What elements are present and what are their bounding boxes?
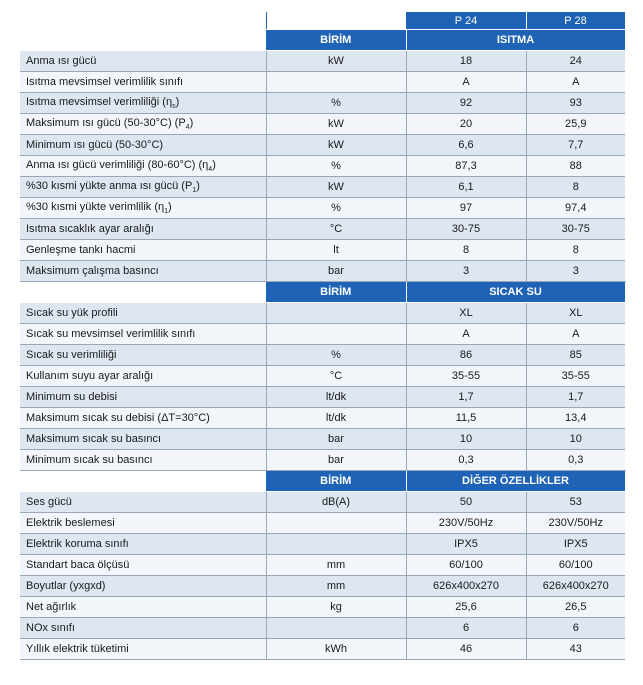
row-label — [20, 261, 266, 282]
table-row — [20, 366, 625, 387]
row-value-p24: A — [406, 72, 526, 93]
row-value-p24: 1,7 — [406, 387, 526, 408]
row-label-text: Isıtma mevsimsel verimliliği (η — [26, 95, 173, 108]
row-value-p24: A — [406, 324, 526, 345]
section-header-blank — [20, 282, 266, 303]
row-label-tail: ) — [168, 200, 172, 213]
row-label-subscript: 4 — [208, 166, 213, 174]
row-value-p24: 6 — [406, 618, 526, 639]
row-label-subscript: 4 — [185, 124, 190, 132]
table-row — [20, 240, 625, 261]
unit-column-header: BİRİM — [266, 30, 406, 51]
row-label-text: Isıtma sıcaklık ayar aralığı — [26, 223, 154, 235]
row-unit: °C — [266, 219, 406, 240]
table-row — [20, 93, 625, 114]
row-value-p28: 85 — [526, 345, 625, 366]
row-unit: % — [266, 156, 406, 177]
row-label-text: Isıtma mevsimsel verimlilik sınıfı — [26, 76, 184, 88]
row-value-p28: 97,4 — [526, 198, 625, 219]
row-label — [20, 597, 266, 618]
row-unit: bar — [266, 429, 406, 450]
row-label — [20, 429, 266, 450]
spec-table-container — [20, 12, 625, 660]
row-unit — [266, 72, 406, 93]
row-label-tail: ) — [196, 179, 200, 192]
row-label-tail: ) — [189, 116, 194, 129]
section-header-blank — [20, 30, 266, 51]
row-unit — [266, 618, 406, 639]
table-row — [20, 219, 625, 240]
row-label — [20, 387, 266, 408]
row-value-p28: 60/100 — [526, 555, 625, 576]
row-value-p28: 6 — [526, 618, 625, 639]
row-label-subscript: 1 — [164, 208, 169, 216]
row-value-p24: 92 — [406, 93, 526, 114]
row-value-p24: XL — [406, 303, 526, 324]
table-row — [20, 492, 625, 513]
row-label-text: Ses gücü — [26, 496, 72, 508]
table-row — [20, 408, 625, 429]
row-value-p24: 60/100 — [406, 555, 526, 576]
row-value-p24: 46 — [406, 639, 526, 660]
row-unit: mm — [266, 576, 406, 597]
row-value-p28: 88 — [526, 156, 625, 177]
row-value-p28: 25,9 — [526, 114, 625, 135]
row-label-text: Minimum ısı gücü (50-30°C) — [26, 139, 164, 151]
row-label — [20, 576, 266, 597]
row-label-text: Sıcak su mevsimsel verimlilik sınıfı — [26, 328, 196, 340]
section-header-blank — [20, 471, 266, 492]
table-row — [20, 429, 625, 450]
table-row — [20, 114, 625, 135]
row-unit: kWh — [266, 639, 406, 660]
row-value-p24: 35-55 — [406, 366, 526, 387]
row-value-p24: 10 — [406, 429, 526, 450]
row-value-p24: 3 — [406, 261, 526, 282]
table-row — [20, 177, 625, 198]
row-value-p24: 18 — [406, 51, 526, 72]
section-header-row — [20, 30, 625, 51]
row-label-text: Standart baca ölçüsü — [26, 559, 130, 571]
row-label-text: Sıcak su yük profili — [26, 307, 118, 319]
row-unit: lt/dk — [266, 408, 406, 429]
row-label-text: Minimum su debisi — [26, 391, 118, 403]
row-unit: kW — [266, 51, 406, 72]
spec-table — [20, 12, 626, 660]
row-value-p28: 43 — [526, 639, 625, 660]
row-label-text: Net ağırlık — [26, 601, 77, 613]
row-value-p28: 230V/50Hz — [526, 513, 625, 534]
section-header-row — [20, 282, 625, 303]
row-unit: kW — [266, 114, 406, 135]
row-label — [20, 492, 266, 513]
row-label — [20, 555, 266, 576]
row-label — [20, 240, 266, 261]
row-label — [20, 51, 266, 72]
row-label-text: Boyutlar (yxgxd) — [26, 580, 106, 592]
row-unit — [266, 303, 406, 324]
row-label-tail: ) — [175, 95, 180, 108]
row-label — [20, 450, 266, 471]
row-value-p28: 626x400x270 — [526, 576, 625, 597]
row-value-p24: 626x400x270 — [406, 576, 526, 597]
row-value-p28: 0,3 — [526, 450, 625, 471]
row-label — [20, 114, 266, 135]
table-row — [20, 513, 625, 534]
row-label-text: Genleşme tankı hacmi — [26, 244, 136, 256]
row-value-p28: 24 — [526, 51, 625, 72]
table-row — [20, 555, 625, 576]
row-label — [20, 72, 266, 93]
row-label-text: NOx sınıfı — [26, 622, 75, 634]
section-title: DİĞER ÖZELLİKLER — [406, 471, 625, 492]
row-label — [20, 156, 266, 177]
row-label-text: Sıcak su verimliliği — [26, 349, 117, 361]
table-row — [20, 618, 625, 639]
row-value-p24: 25,6 — [406, 597, 526, 618]
row-unit: kg — [266, 597, 406, 618]
row-label — [20, 345, 266, 366]
row-label — [20, 513, 266, 534]
row-value-p24: 30-75 — [406, 219, 526, 240]
row-label — [20, 177, 266, 198]
section-title: SICAK SU — [406, 282, 625, 303]
row-label — [20, 618, 266, 639]
row-label — [20, 219, 266, 240]
row-value-p28: A — [526, 72, 625, 93]
row-label-text: Anma ısı gücü — [26, 55, 97, 67]
row-label-text: Elektrik koruma sınıfı — [26, 538, 129, 550]
table-row — [20, 639, 625, 660]
row-label — [20, 303, 266, 324]
row-value-p24: 86 — [406, 345, 526, 366]
table-row — [20, 534, 625, 555]
row-unit — [266, 324, 406, 345]
table-row — [20, 51, 625, 72]
row-unit: mm — [266, 555, 406, 576]
row-value-p24: 6,6 — [406, 135, 526, 156]
row-unit: kW — [266, 177, 406, 198]
row-value-p24: 20 — [406, 114, 526, 135]
row-label — [20, 93, 266, 114]
row-value-p24: 0,3 — [406, 450, 526, 471]
row-label-text: Elektrik beslemesi — [26, 517, 115, 529]
unit-column-header: BİRİM — [266, 282, 406, 303]
table-row — [20, 156, 625, 177]
row-value-p28: A — [526, 324, 625, 345]
row-value-p28: 13,4 — [526, 408, 625, 429]
row-value-p28: XL — [526, 303, 625, 324]
row-label — [20, 198, 266, 219]
row-value-p28: 26,5 — [526, 597, 625, 618]
row-label — [20, 324, 266, 345]
row-label-text: Yıllık elektrik tüketimi — [26, 643, 129, 655]
table-row — [20, 345, 625, 366]
section-title: ISITMA — [406, 30, 625, 51]
row-value-p28: 35-55 — [526, 366, 625, 387]
unit-column-header: BİRİM — [266, 471, 406, 492]
row-value-p24: 97 — [406, 198, 526, 219]
row-label — [20, 366, 266, 387]
table-row — [20, 387, 625, 408]
row-value-p24: 87,3 — [406, 156, 526, 177]
row-value-p28: 7,7 — [526, 135, 625, 156]
row-label-text: %30 kısmi yükte anma ısı gücü (P — [26, 179, 193, 192]
row-label — [20, 534, 266, 555]
row-unit: bar — [266, 261, 406, 282]
row-label-tail: ) — [212, 158, 216, 171]
row-label-text: Kullanım suyu ayar aralığı — [26, 370, 154, 382]
model-p24-header: P 24 — [406, 12, 526, 30]
table-row — [20, 576, 625, 597]
row-value-p28: 3 — [526, 261, 625, 282]
row-label-text: Anma ısı gücü verimliliği (80-60°C) (η — [26, 158, 209, 171]
row-value-p28: 53 — [526, 492, 625, 513]
table-row — [20, 198, 625, 219]
row-label-subscript: 1 — [192, 187, 197, 195]
row-unit: lt/dk — [266, 387, 406, 408]
row-label-text: Maksimum sıcak su debisi (ΔT=30°C) — [26, 412, 210, 424]
row-unit: °C — [266, 366, 406, 387]
row-label-text: Maksimum ısı gücü (50-30°C) (P — [26, 116, 186, 129]
row-label-text: Minimum sıcak su basıncı — [26, 454, 153, 466]
table-row — [20, 261, 625, 282]
row-value-p28: IPX5 — [526, 534, 625, 555]
row-value-p24: 230V/50Hz — [406, 513, 526, 534]
row-value-p24: IPX5 — [406, 534, 526, 555]
row-value-p24: 11,5 — [406, 408, 526, 429]
row-label-text: Maksimum sıcak su basıncı — [26, 433, 162, 445]
row-unit — [266, 513, 406, 534]
row-label-text: Maksimum çalışma basıncı — [26, 265, 159, 277]
table-row — [20, 135, 625, 156]
row-value-p28: 8 — [526, 177, 625, 198]
table-row — [20, 324, 625, 345]
row-unit: % — [266, 198, 406, 219]
row-label — [20, 135, 266, 156]
table-row — [20, 72, 625, 93]
header-blank-cell — [20, 12, 266, 30]
row-unit: bar — [266, 450, 406, 471]
row-unit: dB(A) — [266, 492, 406, 513]
model-p28-header: P 28 — [526, 12, 625, 30]
row-value-p24: 6,1 — [406, 177, 526, 198]
row-label — [20, 408, 266, 429]
table-row — [20, 450, 625, 471]
row-label-text: %30 kısmi yükte verimlilik (η — [26, 200, 165, 213]
table-row — [20, 303, 625, 324]
section-header-row — [20, 471, 625, 492]
row-value-p28: 10 — [526, 429, 625, 450]
row-value-p28: 1,7 — [526, 387, 625, 408]
row-unit: lt — [266, 240, 406, 261]
row-value-p24: 50 — [406, 492, 526, 513]
spec-table-body — [20, 12, 625, 660]
row-unit: % — [266, 93, 406, 114]
row-value-p28: 93 — [526, 93, 625, 114]
row-value-p28: 30-75 — [526, 219, 625, 240]
row-unit — [266, 534, 406, 555]
row-label — [20, 639, 266, 660]
table-row — [20, 597, 625, 618]
row-unit: kW — [266, 135, 406, 156]
model-header-row — [20, 12, 625, 30]
header-blank-cell — [266, 12, 406, 30]
row-label-subscript: s — [172, 103, 176, 111]
row-value-p28: 8 — [526, 240, 625, 261]
row-value-p24: 8 — [406, 240, 526, 261]
row-unit: % — [266, 345, 406, 366]
